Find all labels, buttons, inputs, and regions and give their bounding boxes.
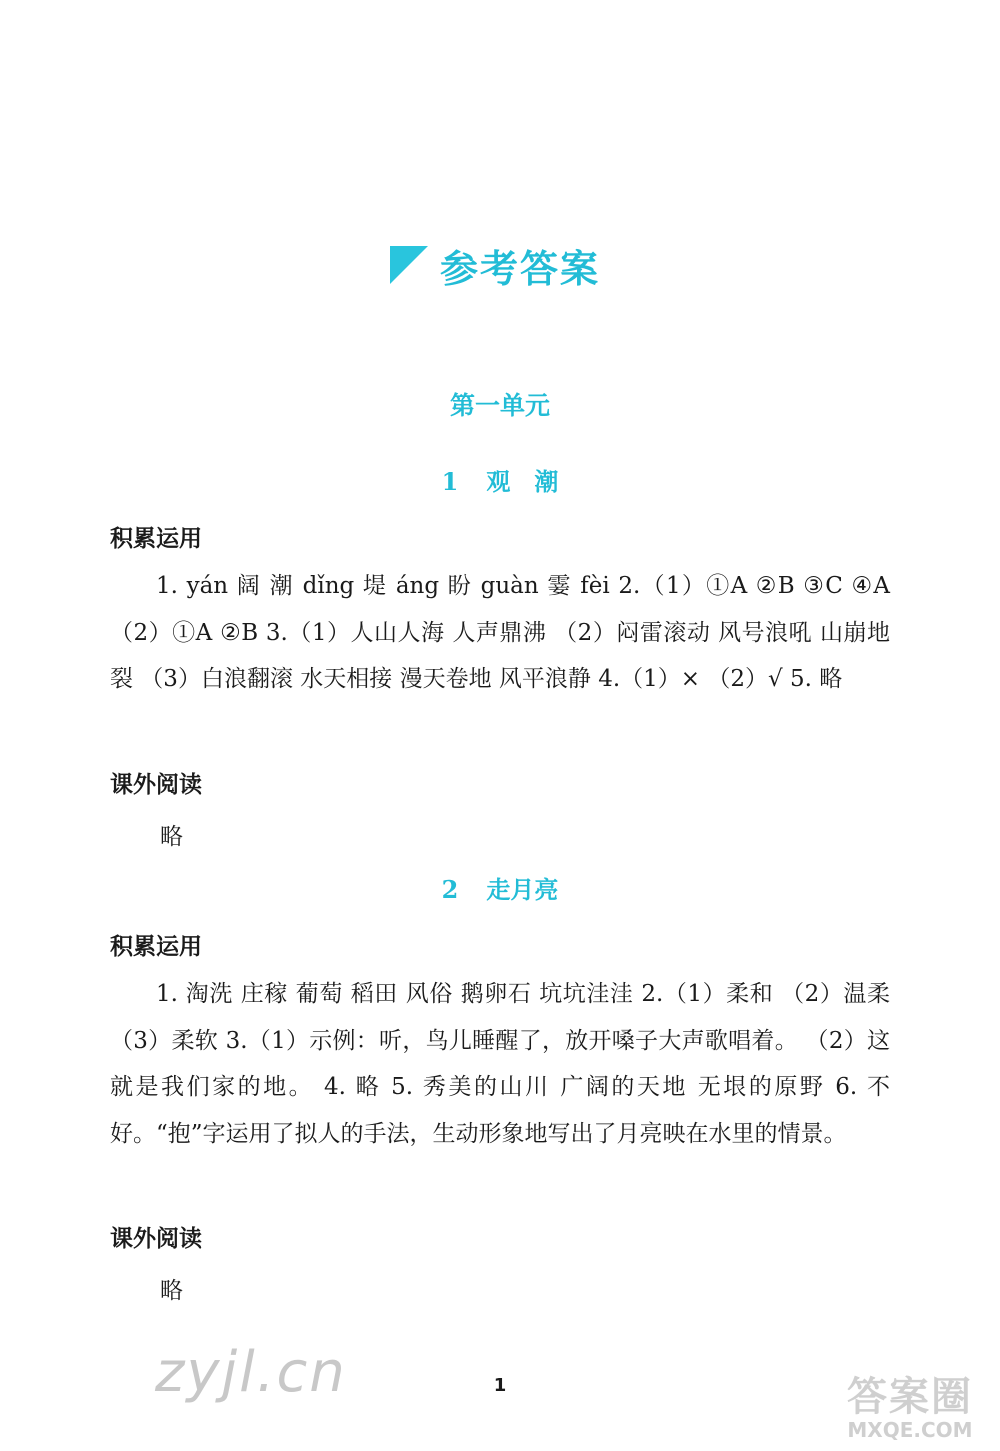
watermark-right — [830, 1365, 990, 1442]
lesson-name: 走月亮 — [486, 875, 559, 904]
lesson-1-title — [0, 462, 1000, 497]
lesson-name: 观 潮 — [486, 467, 559, 496]
lesson-1-section-1-answers: 1. yán 阔 潮 dǐng 堤 áng 盼 guàn 霎 fèi 2.（1）①A ②B ③C ④A （2）①A ②B 3.（1）人山人海 人声鼎沸 （2）闷雷滚动 风号浪吼 山崩地裂 （3）白浪翻滚 水天相接 漫天卷地 风平浪静 4.（1）× （2）√ 5. 略 — [110, 573, 890, 692]
lesson-number: 2 — [441, 875, 459, 904]
watermark-left: zyjl.cn — [155, 1340, 347, 1405]
lesson-1-section-2-answers: 略 — [160, 824, 183, 850]
lesson-2-section-1-heading: 积累运用 — [110, 934, 202, 960]
unit-title: 第一单元 — [449, 391, 550, 420]
lesson-2-title — [0, 870, 1000, 905]
lesson-1-section-1-heading: 积累运用 — [110, 526, 202, 552]
lesson-2-section-1-answers: 1. 淘洗 庄稼 葡萄 稻田 风俗 鹅卵石 坑坑洼洼 2.（1）柔和 （2）温柔 （3）柔软 3.（1）示例：听，鸟儿睡醒了，放开嗓子大声歌唱着。 （2）这就是我们家的地。 4. 略 5. 秀美的山川 广阔的天地 无垠的原野 6. 不好。“抱”字运用了拟人的手法，生动形象地写出了月亮映在水里的情景。 — [110, 981, 890, 1147]
page-header — [390, 240, 600, 290]
watermark-right-top: 答案圈 — [847, 1374, 973, 1420]
lesson-2-section-2-heading: 课外阅读 — [110, 1226, 202, 1252]
lesson-1-section-2-heading: 课外阅读 — [110, 772, 202, 798]
lesson-2-section-2-answers: 略 — [160, 1278, 183, 1304]
triangle-decoration-icon — [390, 246, 428, 284]
lesson-number: 1 — [441, 467, 459, 496]
page-number: 1 — [493, 1375, 507, 1396]
page-title: 参考答案 — [440, 245, 601, 291]
watermark-right-bottom: MXQE.COM — [847, 1418, 973, 1442]
